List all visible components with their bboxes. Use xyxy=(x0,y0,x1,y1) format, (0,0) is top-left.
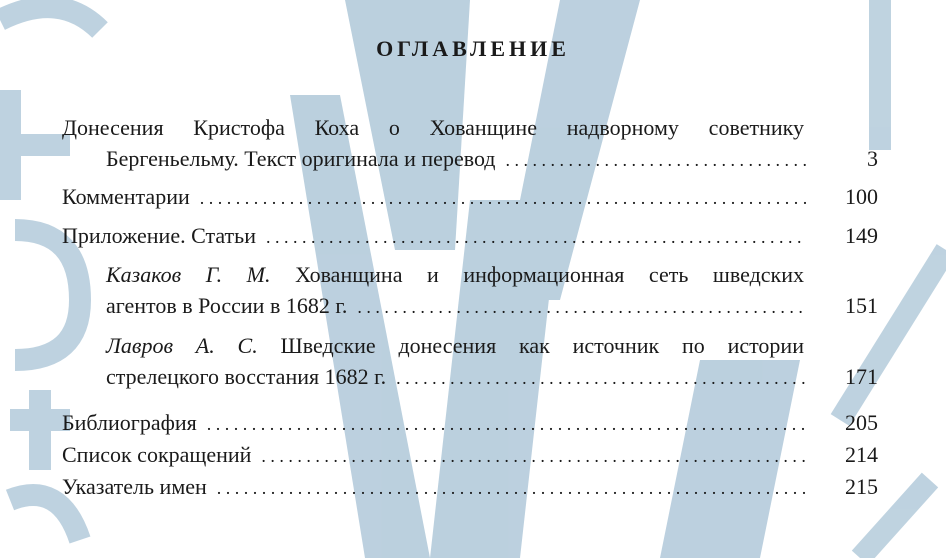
page-number: 171 xyxy=(845,364,878,389)
toc-entry-line xyxy=(106,330,804,361)
dot-leader xyxy=(200,183,806,214)
page-number: 151 xyxy=(845,293,878,318)
toc-entry-title-continued: Бергеньельму. Текст оригинала и перевод xyxy=(106,146,496,171)
page-number: 3 xyxy=(867,146,878,171)
toc-entry-title-continued: агентов в России в 1682 г. xyxy=(106,293,348,318)
toc-subentry xyxy=(106,259,878,323)
dot-leader xyxy=(261,441,806,472)
toc-entry xyxy=(62,439,878,472)
dot-leader xyxy=(266,222,806,253)
dot-leader xyxy=(506,145,806,176)
toc-entry-title: Хованщина и информационная сеть шведских xyxy=(295,262,805,287)
toc-entry-title: Список сокращений xyxy=(62,442,252,467)
toc-entry-line xyxy=(106,259,804,290)
toc-entry-line xyxy=(106,290,878,323)
toc-entry xyxy=(62,220,878,253)
toc-entry-line xyxy=(62,112,804,143)
toc-entry-title: Приложение. Статьи xyxy=(62,223,256,248)
toc-entry-title: Библиография xyxy=(62,410,197,435)
toc-entry xyxy=(62,471,878,504)
toc-entry-line xyxy=(62,439,878,472)
toc-entry-title: Донесения Кристофа Коха о Хованщине надворному советнику xyxy=(62,115,804,140)
toc-entry-line xyxy=(62,181,878,214)
dot-leader xyxy=(396,363,806,394)
toc-entry-title-continued: стрелецкого восстания 1682 г. xyxy=(106,364,387,389)
toc-entry-title: Шведские донесения как источник по истории xyxy=(280,333,804,358)
author-name: Казаков Г. М. xyxy=(106,262,271,287)
page-number: 214 xyxy=(845,442,878,467)
dot-leader xyxy=(207,409,806,440)
toc-entry-line xyxy=(62,143,878,176)
toc-entry-line xyxy=(62,220,878,253)
page-title: ОГЛАВЛЕНИЕ xyxy=(376,36,570,61)
toc-entry xyxy=(62,407,878,440)
page-number: 149 xyxy=(845,223,878,248)
toc-entry-line xyxy=(106,361,878,394)
toc-entry xyxy=(62,112,878,176)
author-name: Лавров А. С. xyxy=(106,333,258,358)
toc-subentry xyxy=(106,330,878,394)
page-number: 205 xyxy=(845,410,878,435)
page-number: 215 xyxy=(845,474,878,499)
toc-entry xyxy=(62,181,878,214)
toc-entry-title: Комментарии xyxy=(62,184,190,209)
dot-leader xyxy=(217,473,806,504)
page-number: 100 xyxy=(845,184,878,209)
toc-entry-line xyxy=(62,471,878,504)
dot-leader xyxy=(357,292,806,323)
toc-entry-title: Указатель имен xyxy=(62,474,207,499)
toc-entry-line xyxy=(62,407,878,440)
